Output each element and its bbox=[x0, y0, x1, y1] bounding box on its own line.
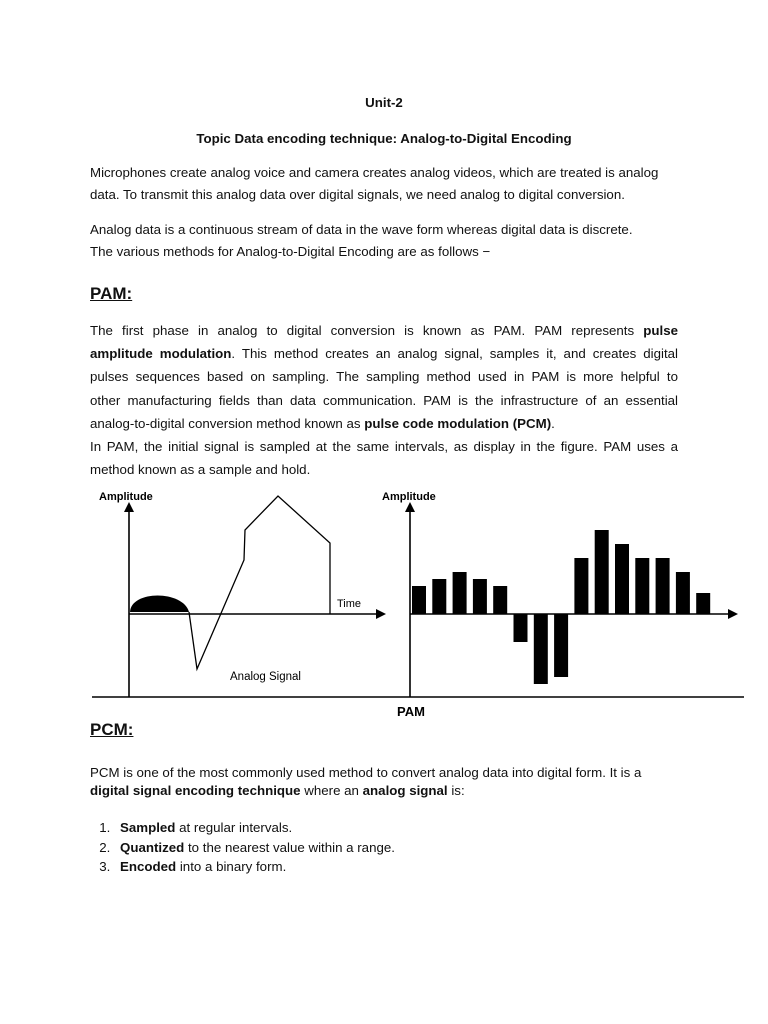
analog-signal-line bbox=[189, 496, 330, 669]
intro2-line-2: The various methods for Analog-to-Digital Encoding are as follows − bbox=[90, 244, 491, 259]
pam-bar-8 bbox=[554, 614, 568, 677]
right-x-arrow bbox=[728, 609, 738, 619]
left-x-arrow bbox=[376, 609, 386, 619]
left-y-arrow bbox=[124, 502, 134, 512]
pam-line-3: pulses sequences based on sampling. The sampling method used in PAM is more helpful to bbox=[90, 369, 678, 385]
intro-line-2: data. To transmit this analog data over digital signals, we need analog to digital conversion. bbox=[90, 187, 625, 202]
pam-bar-3 bbox=[453, 572, 467, 614]
pcm-step-1: 1. Sampled at regular intervals. bbox=[114, 818, 395, 838]
pcm-heading: PCM: bbox=[90, 720, 134, 739]
pam-bar-4 bbox=[473, 579, 487, 614]
pam-bar-2 bbox=[432, 579, 446, 614]
pam-line-7: method known as a sample and hold. bbox=[90, 462, 311, 478]
pam-line-4: other manufacturing fields than data communication. PAM is the infrastructure of an essential bbox=[90, 392, 678, 408]
pam-bar-9 bbox=[574, 558, 588, 614]
pam-line-6: In PAM, the initial signal is sampled at the same intervals, as display in the figure. PAM uses a bbox=[90, 439, 678, 455]
pam-bar-7 bbox=[534, 614, 548, 684]
pam-bar-6 bbox=[514, 614, 528, 642]
pam-bar-5 bbox=[493, 586, 507, 614]
unit-title: Unit-2 bbox=[365, 95, 403, 110]
pam-bar-13 bbox=[656, 558, 670, 614]
pcm-step-2: 2. Quantized to the nearest value within a range. bbox=[114, 838, 395, 858]
pam-bar-11 bbox=[615, 544, 629, 614]
right-y-arrow bbox=[405, 502, 415, 512]
pcm-steps-list bbox=[90, 818, 395, 877]
figure-caption: PAM bbox=[397, 704, 425, 719]
pam-heading: PAM: bbox=[90, 284, 133, 303]
pam-bar-14 bbox=[676, 572, 690, 614]
pcm-line-2: digital signal encoding technique where an analog signal is: bbox=[90, 783, 465, 798]
pam-bars bbox=[412, 530, 710, 684]
pam-line-1: The first phase in analog to digital conversion is known as PAM. PAM represents pulse bbox=[90, 323, 678, 338]
right-y-label: Amplitude bbox=[382, 491, 436, 503]
topic-title: Topic Data encoding technique: Analog-to-Digital Encoding bbox=[196, 131, 572, 146]
intro2-line-1: Analog data is a continuous stream of data in the wave form whereas digital data is discrete. bbox=[90, 222, 633, 237]
pcm-step-3: 3. Encoded into a binary form. bbox=[114, 857, 395, 877]
pam-bar-12 bbox=[635, 558, 649, 614]
analog-hump bbox=[130, 596, 189, 613]
analog-caption: Analog Signal bbox=[230, 671, 301, 683]
left-y-label: Amplitude bbox=[99, 491, 153, 503]
pam-line-5: analog-to-digital conversion method known as pulse code modulation (PCM). bbox=[90, 415, 555, 431]
pam-bar-1 bbox=[412, 586, 426, 614]
left-x-label: Time bbox=[337, 598, 362, 610]
pcm-line-1: PCM is one of the most commonly used method to convert analog data into digital form. It is a bbox=[90, 765, 642, 780]
intro-line-1: Microphones create analog voice and camera creates analog videos, which are treated is analog bbox=[90, 165, 659, 180]
pam-bar-10 bbox=[595, 530, 609, 614]
pam-line-2: amplitude modulation. This method creates an analog signal, samples it, and creates digital bbox=[90, 346, 678, 362]
pam-bar-15 bbox=[696, 593, 710, 614]
